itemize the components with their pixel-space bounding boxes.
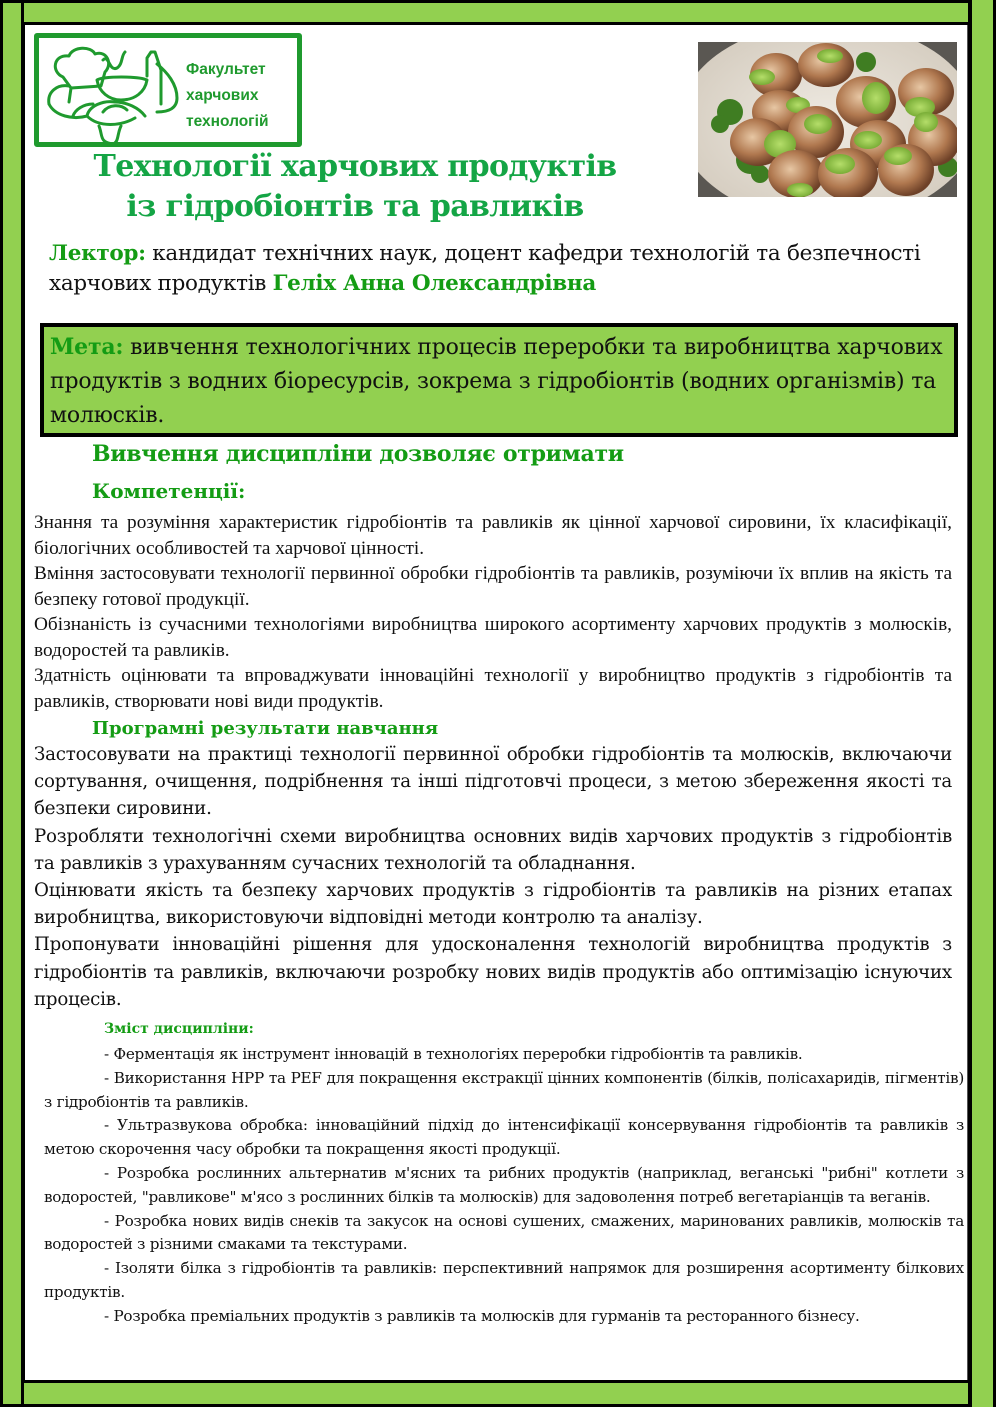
- faculty-name-line: Факультет: [186, 61, 266, 78]
- content-item: - Розробка преміальних продуктів з равликів та молюсків для гурманів та ресторанного бізнесу.: [104, 1306, 860, 1325]
- escargots-image-icon: [698, 42, 957, 197]
- result-item: Оцінювати якість та безпеку харчових продуктів з гідробіонтів та равликів на різних етапах виробництва, використовуючи відповідні методи контролю та аналізу.: [34, 880, 952, 929]
- result-item: Розробляти технологічні схеми виробництва основних видів харчових продуктів з гідробіонтів та равликів з урахуванням сучасних технологій та обладнання.: [34, 825, 952, 874]
- faculty-name: [186, 57, 301, 135]
- competency-item: Обізнаність із сучасними технологіями виробництва широкого асортименту харчових продуктів з молюсків, водоростей та равликів.: [34, 614, 952, 661]
- competencies-list: [34, 510, 952, 714]
- competency-item: Вміння застосовувати технології первинної обробки гідробіонтів та равликів, розуміючи їх вплив на якість та безпеку готової продукції.: [34, 563, 952, 610]
- flyer-page: [25, 25, 968, 1380]
- results-list: [34, 741, 952, 1013]
- content-item: - Ультразвукова обробка: інноваційний підхід до інтенсифікації консервування гідробіонтів та равликів з метою скорочення часу обробки та покращення якості продукції.: [44, 1116, 964, 1159]
- course-content-list: [44, 1043, 964, 1329]
- competencies-heading: Компетенції:: [92, 479, 246, 503]
- frame-top-strip: [24, 3, 968, 25]
- result-item: Застосовувати на практиці технології первинної обробки гідробіонтів та молюсків, включаючи сортування, очищення, подрібнення та інші підготовчі процеси, з метою збереження якості та безпеки сировини.: [34, 744, 952, 820]
- competency-item: Здатність оцінювати та впроваджувати інноваційні технології у виробництво продуктів з гідробіонтів та равликів, створювати нові види продуктів.: [34, 665, 952, 712]
- content-item: - Розробка нових видів снеків та закусок на основі сушених, смажених, маринованих равликів, молюсків та водоростей з різними смаками та текстурами.: [44, 1211, 964, 1254]
- lector-description: кандидат технічних наук, доцент кафедри технологій та безпечності харчових продуктів: [49, 241, 921, 296]
- study-heading: Вивчення дисципліни дозволяє отримати: [92, 441, 624, 467]
- faculty-name-line: технологій: [186, 113, 269, 130]
- faculty-logo: [34, 33, 302, 147]
- food-technology-logo-icon: [43, 42, 183, 142]
- faculty-name-line: харчових: [186, 87, 259, 104]
- competency-item: Знання та розуміння характеристик гідробіонтів та равликів як цінної харчової сировини, їх класифікації, біологічних особливостей та харчової цінності.: [34, 512, 952, 559]
- content-heading: Зміст дисципліни:: [104, 1021, 254, 1037]
- content-item: - Ізоляти білка з гідробіонтів та равликів: перспективний напрямок для розширення асортименту білкових продуктів.: [44, 1259, 964, 1301]
- escargots-photo: [698, 42, 957, 197]
- course-title-line: Технології харчових продуктів: [93, 149, 617, 184]
- course-title: [35, 147, 675, 227]
- content-item: - Використання HPP та PEF для покращення екстракції цінних компонентів (білків, полісахаридів, пігментів) з гідробіонтів та равликів.: [44, 1068, 964, 1111]
- course-title-line: із гідробіонтів та равликів: [126, 189, 584, 224]
- goal-box: [40, 323, 958, 437]
- result-item: Пропонувати інноваційні рішення для удосконалення технологій виробництва продуктів з гідробіонтів та равликів, включаючи розробку нових видів продуктів або оптимізацію існуючих процесів.: [34, 934, 952, 1010]
- frame-right-strip: [968, 0, 996, 1407]
- content-item: - Розробка рослинних альтернатив м'ясних та рибних продуктів (наприклад, веганські "рибні" котлети з водоростей, "равликове" м'ясо з рослинних білків та молюсків) для задоволення потреб вегетаріанців та веганів.: [44, 1163, 964, 1206]
- frame-bottom-strip: [24, 1380, 968, 1404]
- content-item: - Ферментація як інструмент інновацій в технологіях переробки гідробіонтів та равликів.: [104, 1045, 803, 1063]
- goal-text: вивчення технологічних процесів переробки та виробництва харчових продуктів з водних біоресурсів, зокрема з гідробіонтів (водних організмів) та молюсків.: [50, 335, 943, 428]
- lector-name: Геліх Анна Олександрівна: [272, 271, 596, 296]
- goal-label: Мета:: [50, 334, 124, 360]
- lector-label: Лектор:: [49, 241, 146, 266]
- lector-info: [49, 239, 959, 299]
- results-heading: Програмні результати навчання: [92, 718, 439, 739]
